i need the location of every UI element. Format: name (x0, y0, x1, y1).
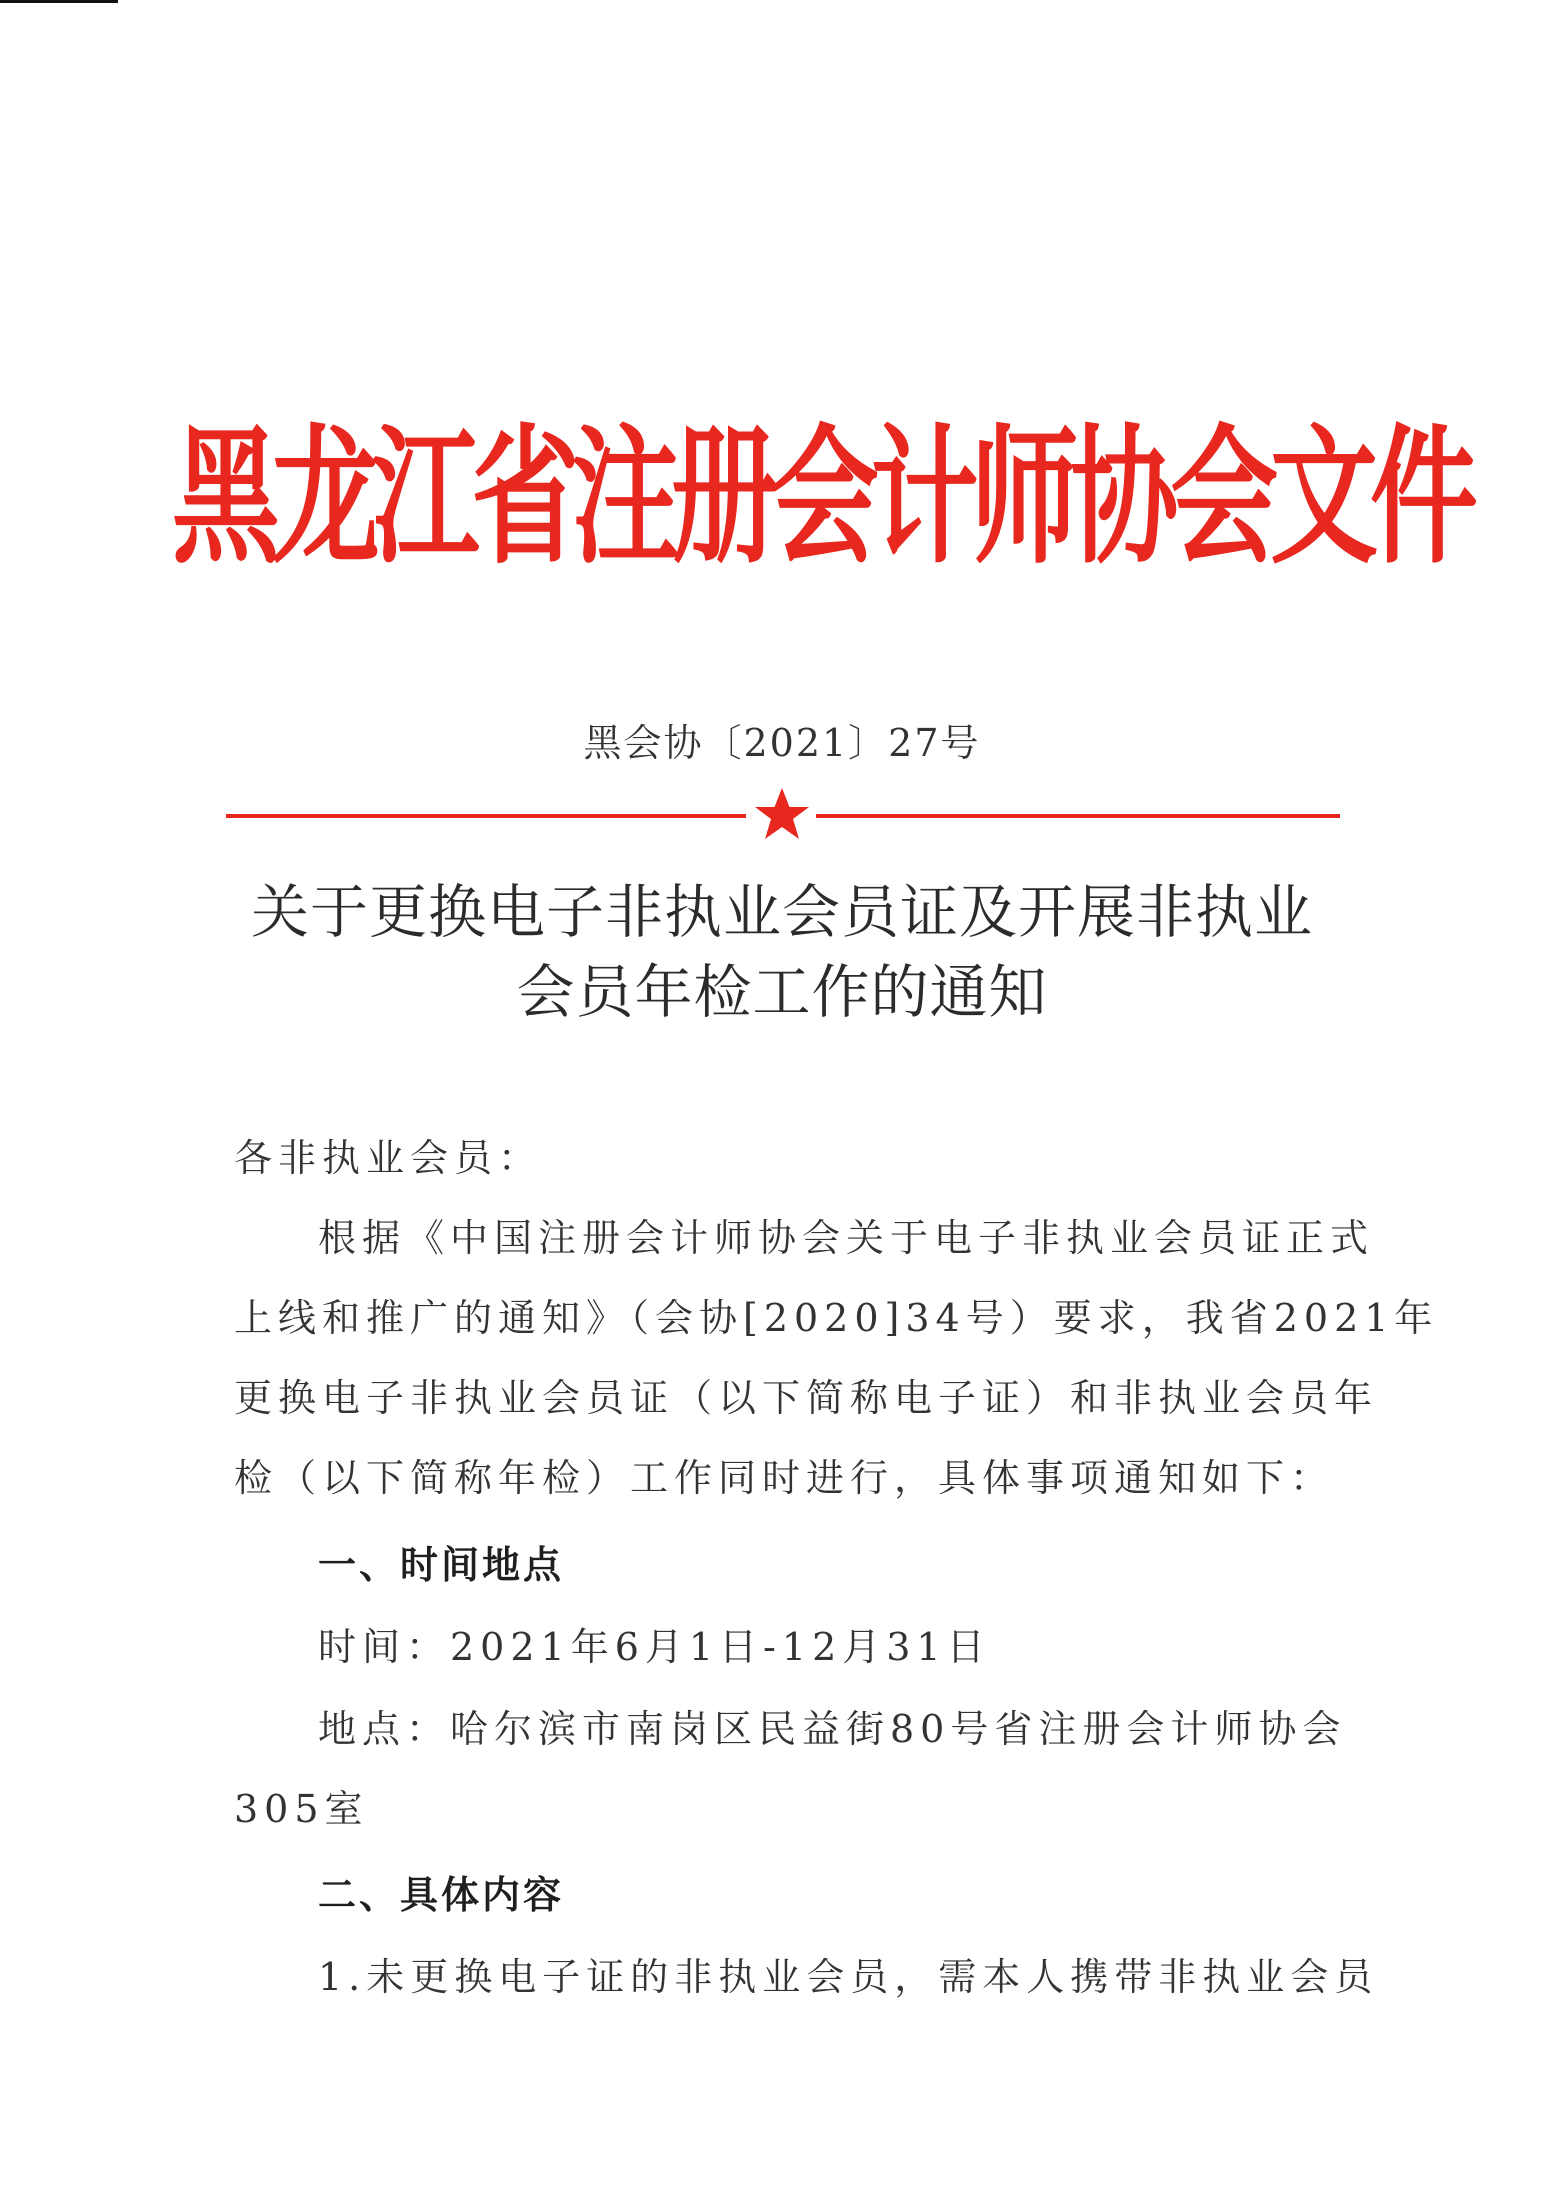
content-item-1: 1.未更换电子证的非执业会员，需本人携带非执业会员 (318, 1955, 1379, 1999)
intro-line-1: 根据《中国注册会计师协会关于电子非执业会员证正式 (318, 1216, 1375, 1260)
intro-line-2: 上线和推广的通知》（会协[2020]34号）要求，我省2021年 (234, 1296, 1439, 1340)
section-heading-content: 二、具体内容 (318, 1873, 565, 1917)
place-line-2: 305室 (234, 1787, 369, 1831)
star-icon (752, 785, 812, 845)
intro-line-3: 更换电子非执业会员证（以下简称电子证）和非执业会员年 (234, 1376, 1379, 1420)
red-divider-left (226, 814, 746, 818)
salutation: 各非执业会员： (234, 1136, 543, 1180)
intro-line-4: 检（以下简称年检）工作同时进行，具体事项通知如下： (234, 1456, 1335, 1500)
scan-edge-mark (0, 0, 118, 3)
section-heading-time-place: 一、时间地点 (318, 1543, 565, 1587)
time-line: 时间：2021年6月1日-12月31日 (318, 1625, 991, 1669)
notice-title-line-2: 会员年检工作的通知 (516, 958, 1048, 1026)
red-divider-right (816, 814, 1340, 818)
notice-title-line-1: 关于更换电子非执业会员证及开展非执业 (250, 878, 1313, 946)
document-number: 黑会协〔2021〕27号 (583, 721, 981, 765)
org-file-title: 黑龙江省注册会计师协会文件 (172, 410, 1470, 585)
place-line-1: 地点：哈尔滨市南岗区民益街80号省注册会计师协会 (318, 1707, 1347, 1751)
